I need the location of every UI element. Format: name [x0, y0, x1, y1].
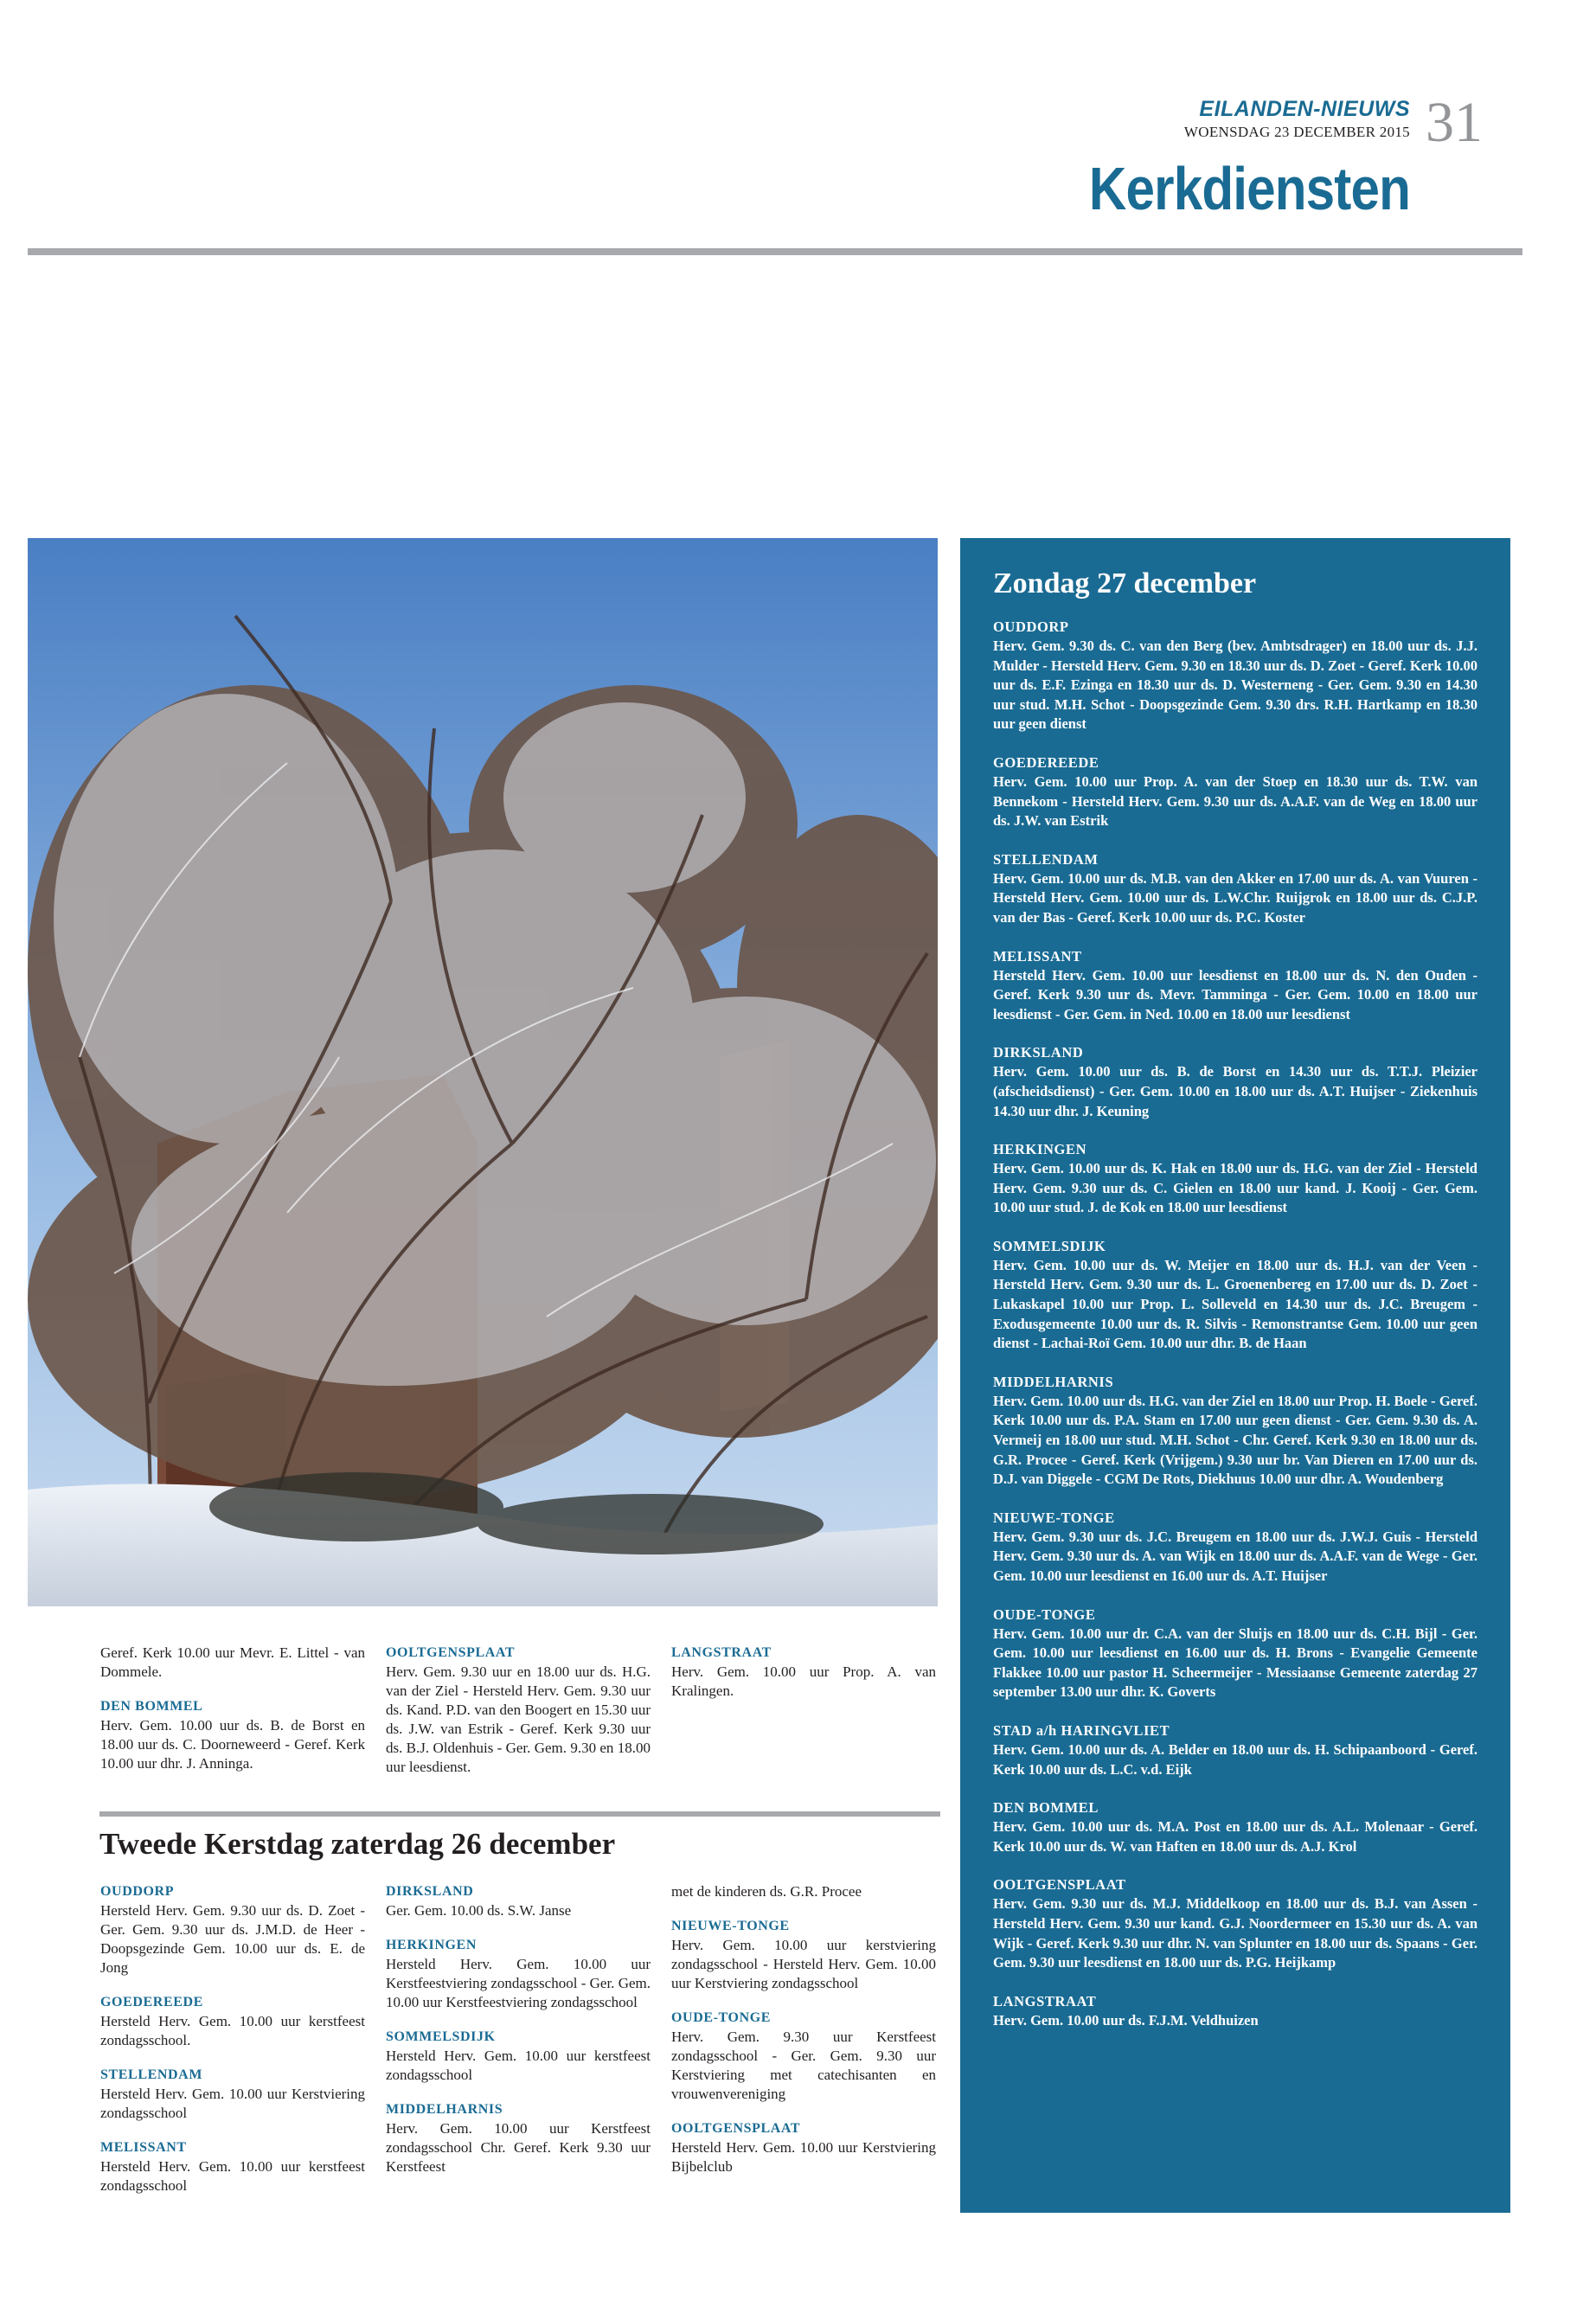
christmas-column-1 — [100, 1882, 365, 2211]
service-details: Herv. Gem. 10.00 uur Kerstfeest zondagsschool Chr. Geref. Kerk 9.30 uur Kerstfeest — [386, 2120, 651, 2175]
place-name: LANGSTRAAT — [993, 1992, 1097, 2009]
service-details: Herv. Gem. 9.30 uur ds. J.C. Breugem en 18.00 uur ds. J.W.J. Guis - Hersteld Herv. Gem. 9.30 uur ds. A. van Wijk en 18.00 uur ds. A.A.F. van de Wege - Ger. Gem. 10.00 uur leesdienst en 16.00 uur ds. A.T. Huijser — [993, 1528, 1477, 1584]
place-name: SOMMELSDIJK — [993, 1237, 1106, 1254]
service-details: Hersteld Herv. Gem. 10.00 uur leesdienst en 18.00 uur ds. N. den Ouden - Geref. Kerk 9.30 uur ds. Mevr. Tamminga - Ger. Gem. 10.00 en 18.00 uur leesdienst - Ger. Gem. in Ned. 10.00 en 18.00 uur leesdienst — [993, 966, 1477, 1022]
place-name: STELLENDAM — [993, 850, 1099, 868]
service-entry — [993, 1509, 1477, 1586]
service-details: Hersteld Herv. Gem. 10.00 uur kerstfeest zondagsschool — [386, 2048, 651, 2083]
service-details: Herv. Gem. 10.00 uur Prop. A. van Kralingen. — [671, 1663, 936, 1699]
newspaper-logo: EILANDEN-NIEUWS — [1199, 97, 1410, 121]
service-entry — [386, 1644, 651, 1777]
place-name: NIEUWE-TONGE — [671, 1919, 790, 1933]
service-details: Herv. Gem. 9.30 ds. C. van den Berg (bev. Ambtsdrager) en 18.00 uur ds. J.J. Mulder - Hersteld Herv. Gem. 9.30 en 18.30 uur ds. D. Zoet - Geref. Kerk 10.00 uur ds. E.F. Ezinga en 18.30 uur ds. D. Westerneng - Ger. Gem. 9.30 en 14.30 uur stud. M.H. Schot - Doopsgezinde Gem. 9.30 drs. R.H. Hartkamp en 18.30 uur geen dienst — [993, 638, 1477, 733]
place-name: LANGSTRAAT — [671, 1645, 772, 1660]
service-details: Herv. Gem. 10.00 uur ds. B. de Borst en 14.30 uur ds. T.T.J. Pleizier (afscheidsdienst) - Ger. Gem. 10.00 en 18.00 uur ds. A.T. Huijser - Ziekenhuis 14.30 uur dhr. J. Keuning — [993, 1063, 1477, 1119]
place-name: NIEUWE-TONGE — [993, 1509, 1115, 1526]
service-entry — [993, 1798, 1477, 1856]
service-entry — [671, 1644, 936, 1701]
service-details: Herv. Gem. 10.00 uur ds. H.G. van der Ziel en 18.00 uur Prop. H. Boele - Geref. Kerk 10.00 uur ds. P.A. Stam en 17.00 uur geen dienst - Ger. Gem. 9.30 ds. A. Vermeij en 18.00 uur stud. M.H. Schot - Chr. Geref. Kerk 9.30 en 18.00 uur ds. G.R. Procee - Geref. Kerk (Vrijgem.) 9.30 uur br. Van Dieren en 17.00 uur ds. D.J. van Diggele - CGM De Rots, Diekhuus 10.00 uur dhr. A. Woudenberg — [993, 1392, 1477, 1488]
service-details: Herv. Gem. 10.00 uur ds. W. Meijer en 18.00 uur ds. H.J. van der Veen - Hersteld Herv. Gem. 9.30 uur ds. L. Groenenbereg en 17.00 uur ds. D. Zoet - Lukaskapel 10.00 uur Prop. L. Solleveld en 14.30 uur ds. J.C. Breugem - Exodusgemeente 10.00 uur ds. R. Silvis - Remonstrantse Gem. 10.00 uur geen dienst - Lachai-Roï Gem. 10.00 uur dhr. B. de Haan — [993, 1256, 1477, 1352]
page-number: 31 — [1426, 91, 1483, 154]
service-entry — [671, 1882, 936, 1901]
place-name: MELISSANT — [993, 947, 1082, 965]
sunday-heading: Zondag 27 december — [993, 567, 1257, 599]
service-entry — [671, 2119, 936, 2176]
service-details: Herv. Gem. 10.00 uur ds. A. Belder en 18.00 uur ds. H. Schipaanboord - Geref. Kerk 10.00 uur ds. L.C. v.d. Eijk — [993, 1740, 1477, 1778]
service-details: Herv. Gem. 9.30 uur Kerstfeest zondagsschool - Ger. Gem. 9.30 uur Kerstviering met catechisanten en vrouwenvereniging — [671, 2029, 936, 2102]
service-details: Hersteld Herv. Gem. 9.30 uur ds. D. Zoet - Ger. Gem. 9.30 uur ds. J.M.D. de Heer - Doopsgezinde Gem. 10.00 uur ds. E. de Jong — [100, 1902, 365, 1976]
place-name: OUDDORP — [993, 619, 1069, 635]
section-divider — [99, 1811, 940, 1817]
service-entry — [993, 1721, 1477, 1779]
place-name: HERKINGEN — [993, 1141, 1087, 1158]
place-name: MELISSANT — [100, 2140, 187, 2155]
service-details: Herv. Gem. 10.00 uur Prop. A. van der Stoep en 18.30 uur ds. T.W. van Bennekom - Hersteld Herv. Gem. 9.30 uur ds. A.A.F. van de Weg en 18.00 uur ds. J.W. van Estrik — [993, 772, 1477, 830]
issue-date: WOENSDAG 23 DECEMBER 2015 — [1183, 124, 1410, 140]
service-entry — [100, 2138, 365, 2195]
service-entry — [100, 1697, 365, 1773]
service-entry — [993, 1373, 1477, 1490]
service-details: Herv. Gem. 10.00 uur ds. F.J.M. Veldhuizen — [993, 2011, 1259, 2029]
service-entry — [100, 1882, 365, 1977]
service-details: Hersteld Herv. Gem. 10.00 uur kerstfeest zondagsschool. — [100, 2013, 365, 2048]
place-name: GOEDEREEDE — [993, 753, 1099, 771]
place-name: SOMMELSDIJK — [386, 2029, 496, 2044]
service-details: Herv. Gem. 9.30 uur en 18.00 uur ds. H.G. van der Ziel - Hersteld Herv. Gem. 9.30 uur ds. Kand. P.D. van den Boogert en 15.30 uur ds. J.W. van Estrik - Geref. Kerk 9.30 uur ds. B.J. Oldenhuis - Ger. Gem. 9.30 en 18.00 uur leesdienst. — [386, 1663, 651, 1775]
continuation-column-1 — [100, 1644, 365, 1789]
service-entry — [100, 2066, 365, 2123]
service-details: Herv. Gem. 10.00 uur ds. M.A. Post en 18.00 uur ds. A.L. Molenaar - Geref. Kerk 10.00 uur ds. W. van Haften en 18.00 uur ds. A.J. Krol — [993, 1818, 1477, 1855]
place-name: DIRKSLAND — [386, 1884, 474, 1899]
sunday-services-panel — [960, 538, 1510, 2213]
service-entry — [993, 1992, 1477, 2031]
place-name: STELLENDAM — [100, 2067, 203, 2082]
place-name: DEN BOMMEL — [100, 1699, 203, 1714]
service-details: Geref. Kerk 10.00 uur Mevr. E. Littel - van Dommele. — [100, 1644, 365, 1680]
service-entry — [671, 1917, 936, 1993]
service-entry — [993, 1140, 1477, 1218]
service-entry — [386, 2028, 651, 2085]
service-details: Hersteld Herv. Gem. 10.00 uur Kerstfeestviering zondagsschool - Ger. Gem. 10.00 uur Kerstfeestviering zondagsschool — [386, 1956, 651, 2010]
place-name: OOLTGENSPLAAT — [671, 2121, 801, 2136]
service-details: Hersteld Herv. Gem. 10.00 uur Kerstviering zondagsschool — [100, 2086, 365, 2121]
masthead — [1159, 97, 1410, 141]
place-name: DEN BOMMEL — [993, 1799, 1099, 1817]
service-entry — [993, 947, 1477, 1025]
service-details: Herv. Gem. 10.00 uur ds. B. de Borst en 18.00 uur ds. C. Doorneweerd - Geref. Kerk 10.00 uur dhr. J. Anninga. — [100, 1717, 365, 1772]
section-title: Kerkdiensten — [1088, 155, 1410, 222]
service-entry — [386, 1936, 651, 2012]
service-entry — [993, 1237, 1477, 1354]
service-details: met de kinderen ds. G.R. Procee — [671, 1883, 862, 1900]
snowy-trees-photo — [28, 538, 938, 1606]
service-entry — [993, 1043, 1477, 1121]
christmas-column-3 — [671, 1882, 936, 2192]
service-details: Hersteld Herv. Gem. 10.00 uur kerstfeest zondagsschool — [100, 2158, 365, 2194]
service-entry — [993, 753, 1477, 831]
place-name: MIDDELHARNIS — [993, 1373, 1114, 1390]
service-entry — [386, 1882, 651, 1920]
service-details: Herv. Gem. 10.00 uur ds. K. Hak en 18.00 uur ds. H.G. van der Ziel - Hersteld Herv. Gem. 9.30 uur ds. C. Gielen en 18.00 uur kand. J. Kooij - Ger. Gem. 10.00 uur stud. J. de Kok en 18.00 uur leesdienst — [993, 1160, 1477, 1216]
place-name: GOEDEREEDE — [100, 1995, 203, 2009]
place-name: OOLTGENSPLAAT — [993, 1876, 1126, 1894]
service-entry — [993, 618, 1477, 734]
service-entry — [993, 1606, 1477, 1702]
service-entry — [386, 2100, 651, 2176]
place-name: OUDE-TONGE — [671, 2010, 772, 2025]
place-name: OOLTGENSPLAAT — [386, 1645, 516, 1660]
service-details: Herv. Gem. 10.00 uur kerstviering zondagsschool - Hersteld Herv. Gem. 10.00 uur Kerstviering zondagsschool — [671, 1937, 936, 1991]
header-divider — [28, 248, 1522, 255]
service-details: Herv. Gem. 10.00 uur dr. C.A. van der Sluijs en 18.00 uur ds. C.H. Bijl - Ger. Gem. 10.00 uur leesdienst en 16.00 uur ds. H. Brons - Evangelie Gemeente Flakkee 10.00 uur pastor H. Scheermeijer - Messiaanse Gemeente zaterdag 27 september 13.00 uur dhr. K. Goverts — [993, 1625, 1477, 1701]
continuation-column-3 — [671, 1644, 936, 1716]
place-name: MIDDELHARNIS — [386, 2102, 503, 2117]
sunday-service-list — [993, 618, 1477, 2030]
service-entry — [100, 1644, 365, 1682]
service-details: Herv. Gem. 9.30 uur ds. M.J. Middelkoop en 18.00 uur ds. B.J. van Assen - Hersteld Herv. Gem. 9.30 uur kand. G.J. Noordermeer en 15.30 uur ds. A. van Wijk - Geref. Kerk 9.30 uur dhr. N. van Splunter en 18.00 uur ds. Spaans - Ger. Gem. 9.30 uur leesdienst en 18.00 uur ds. P.G. Heijkamp — [993, 1895, 1477, 1971]
place-name: HERKINGEN — [386, 1938, 477, 1952]
service-entry — [100, 1993, 365, 2050]
service-details: Hersteld Herv. Gem. 10.00 uur Kerstviering Bijbelclub — [671, 2139, 936, 2175]
service-entry — [671, 2009, 936, 2104]
service-details: Ger. Gem. 10.00 ds. S.W. Janse — [386, 1902, 572, 1919]
place-name: STAD a/h HARINGVLIET — [993, 1721, 1170, 1739]
christmas-column-2 — [386, 1882, 651, 2192]
second-christmas-heading: Tweede Kerstdag zaterdag 26 december — [99, 1827, 616, 1861]
place-name: OUDDORP — [100, 1884, 175, 1899]
continuation-column-2 — [386, 1644, 651, 1792]
service-entry — [993, 850, 1477, 928]
place-name: OUDE-TONGE — [993, 1606, 1096, 1623]
service-entry — [993, 1875, 1477, 1972]
place-name: DIRKSLAND — [993, 1044, 1084, 1061]
service-details: Herv. Gem. 10.00 uur ds. M.B. van den Akker en 17.00 uur ds. A. van Vuuren - Hersteld Herv. Gem. 10.00 uur ds. L.W.Chr. Ruijgrok en 18.00 uur ds. C.J.P. van der Bas - Geref. Kerk 10.00 uur ds. P.C. Koster — [993, 869, 1477, 926]
